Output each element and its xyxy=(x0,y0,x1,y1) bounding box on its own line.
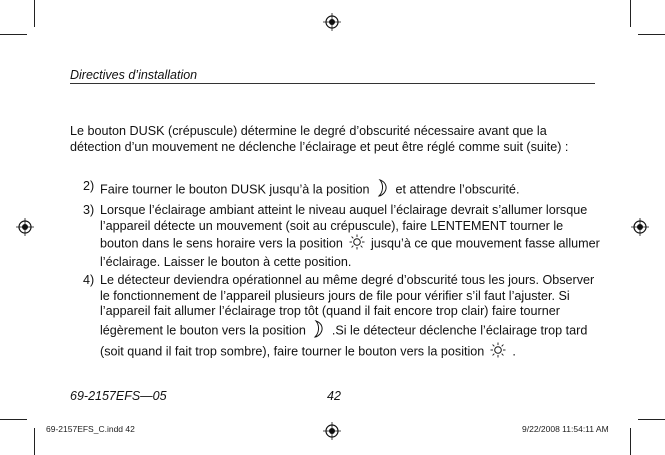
step-text: Le détecteur deviendra opérationnel au même degré d’obscurité tous les jours. Observer le fonctionnement de l’appareil plusieurs jours de file pour vérifier s’il faut l’ajuster. Si l’appareil fait allumer l’éclairage trop tôt (quand il fait encore trop clair) faire tourner légèrement le bouton vers la position xyxy=(100,273,595,338)
crop-mark xyxy=(638,34,665,35)
step-number: 3) xyxy=(83,203,95,217)
crop-mark xyxy=(34,428,35,455)
step-2 xyxy=(83,179,603,202)
moon-icon xyxy=(312,320,326,343)
crop-mark xyxy=(0,419,27,420)
crop-mark xyxy=(630,428,631,455)
registration-mark-icon xyxy=(16,218,34,236)
crop-mark xyxy=(0,34,27,35)
crop-mark xyxy=(638,419,665,420)
page-header-title: Directives d’installation xyxy=(70,68,198,82)
slug-timestamp: 9/22/2008 11:54:11 AM xyxy=(522,424,609,434)
registration-mark-icon xyxy=(323,422,341,440)
intro-paragraph: Le bouton DUSK (crépuscule) détermine le degré d’obscurité nécessaire avant que la détection d’un mouvement ne déclenche l’éclairage et peut être réglé comme suit (suite) : xyxy=(70,124,569,154)
moon-icon xyxy=(376,179,390,202)
step-text: Lorsque l’éclairage ambiant atteint le niveau auquel l’éclairage devrait s’allumer lorsque l’appareil détecte un mouvement (soit au crépuscule), faire LENTEMENT tourner le bouton dans le sens horaire vers la position xyxy=(100,203,588,251)
crop-mark xyxy=(630,0,631,27)
step-text: Faire tourner le bouton DUSK jusqu’à la position xyxy=(100,182,370,197)
doc-number: 69-2157EFS—05 xyxy=(70,389,167,403)
step-number: 2) xyxy=(83,179,95,193)
step-text: .Si le détecteur déclenche l’éclairage trop tard (soit quand il fait trop sombre), faire tourner le bouton vers la position xyxy=(100,323,588,359)
page-number: 42 xyxy=(327,389,341,403)
registration-mark-icon xyxy=(631,218,649,236)
step-text: . xyxy=(512,344,516,359)
registration-mark-icon xyxy=(323,13,341,31)
sun-icon xyxy=(490,342,506,363)
slug-filename: 69-2157EFS_C.indd 42 xyxy=(46,424,135,434)
sun-icon xyxy=(349,234,365,255)
step-3 xyxy=(83,203,603,270)
header-rule xyxy=(70,83,595,84)
step-4 xyxy=(83,273,603,363)
step-number: 4) xyxy=(83,273,95,287)
step-text: jusqu’à ce que mouvement fasse allumer l’éclairage. Laisser le bouton à cette position. xyxy=(100,236,600,269)
step-text: et attendre l’obscurité. xyxy=(395,182,520,197)
crop-mark xyxy=(34,0,35,27)
